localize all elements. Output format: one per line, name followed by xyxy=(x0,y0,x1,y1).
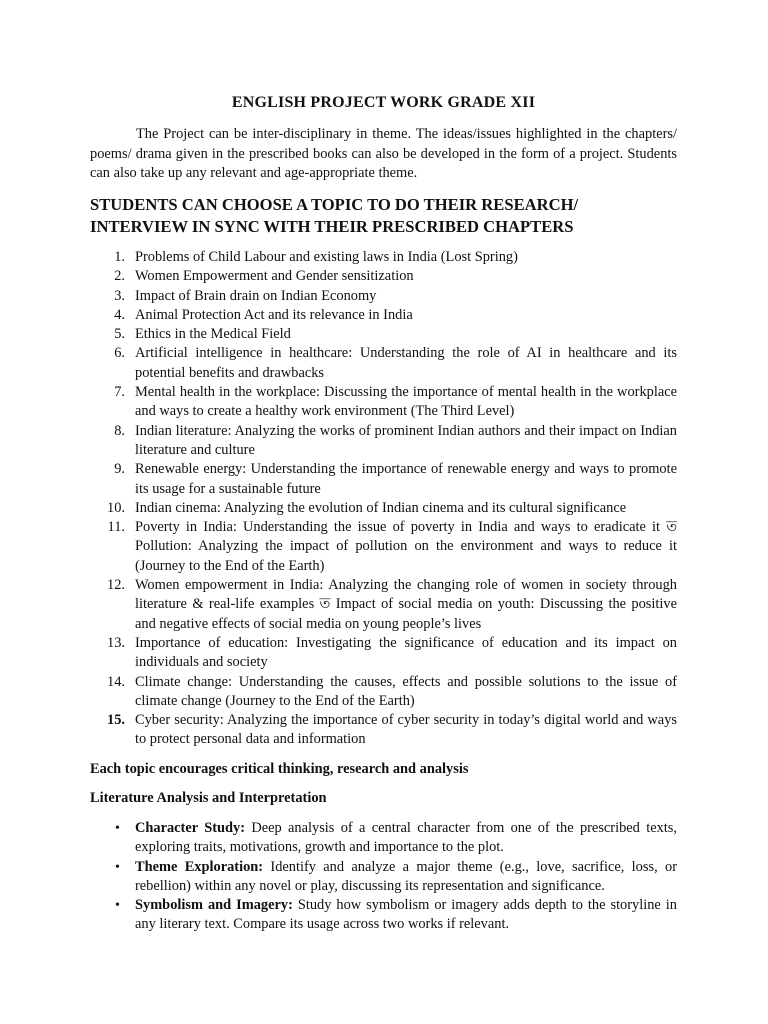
item-number: 4. xyxy=(114,306,125,323)
item-number: 2. xyxy=(114,268,125,285)
bullet-text: Deep analysis of a central character from one of the prescribed texts, exploring traits, motivations, growth and importance to the plot. xyxy=(135,820,677,856)
item-number: 14. xyxy=(107,673,125,690)
list-item xyxy=(90,287,677,306)
bullet-item xyxy=(90,819,677,858)
item-number: 7. xyxy=(114,384,125,401)
subheading: Literature Analysis and Interpretation xyxy=(90,790,327,806)
item-text: Problems of Child Labour and existing laws in India (Lost Spring) xyxy=(135,249,518,265)
item-number: 5. xyxy=(114,326,125,343)
topic-list xyxy=(90,248,677,750)
document-title: ENGLISH PROJECT WORK GRADE XII xyxy=(231,94,536,111)
bullet-icon: • xyxy=(115,859,120,875)
intro-paragraph: The Project can be inter-disciplinary in theme. The ideas/issues highlighted in the chapters/ poems/ drama given in the prescribed books can also be developed in the form of a project. Students can also take up any relevant and age-appropriate theme. xyxy=(90,126,677,181)
item-text: Cyber security: Analyzing the importance of cyber security in today’s digital world and ways to protect personal data and information xyxy=(135,712,677,748)
list-item xyxy=(90,248,677,267)
item-text: Indian cinema: Analyzing the evolution of Indian cinema and its cultural significance xyxy=(135,499,627,516)
item-text: Poverty in India: Understanding the issue of poverty in India and ways to eradicate it ত Pollution: Analyzing the impact of pollution on the environment and ways to reduce it (Journey to the End of the Earth) xyxy=(135,519,677,574)
bullet-label: Symbolism and Imagery: xyxy=(135,897,293,914)
list-item xyxy=(90,325,677,344)
note-text: Each topic encourages critical thinking, research and analysis xyxy=(90,761,469,777)
item-number: 6. xyxy=(114,345,125,362)
item-text: Mental health in the workplace: Discussing the importance of mental health in the workplace and ways to create a healthy work environment (The Third Level) xyxy=(135,384,677,420)
item-text: Indian literature: Analyzing the works of prominent Indian authors and their impact on Indian literature and culture xyxy=(135,422,677,458)
item-number: 9. xyxy=(114,461,125,478)
item-text: Animal Protection Act and its relevance in India xyxy=(135,306,413,323)
bullet-text: Study how symbolism or imagery adds depth to the storyline in any literary text. Compare its usage across two works if relevant. xyxy=(135,897,677,933)
item-text: Women empowerment in India: Analyzing the changing role of women in society through literature & real-life examples ত Impact of social media on youth: Discussing the positive and negative effects of social media on young people’s lives xyxy=(135,577,677,632)
list-item xyxy=(90,344,677,383)
bullet-icon: • xyxy=(115,898,120,914)
item-text: Renewable energy: Understanding the importance of renewable energy and ways to promote its usage for a sustainable future xyxy=(135,461,677,497)
list-item xyxy=(90,518,677,576)
item-number: 1. xyxy=(114,249,125,265)
list-item xyxy=(90,267,677,286)
item-number: 13. xyxy=(107,634,125,651)
item-text: Ethics in the Medical Field xyxy=(135,326,291,343)
list-item xyxy=(90,422,677,461)
bullet-item xyxy=(90,896,677,935)
item-text: Women Empowerment and Gender sensitization xyxy=(135,268,414,285)
item-text: Artificial intelligence in healthcare: Understanding the role of AI in healthcare and its potential benefits and drawbacks xyxy=(135,345,677,381)
list-item xyxy=(90,576,677,634)
list-item xyxy=(90,634,677,673)
item-number: 11. xyxy=(107,519,125,536)
bullet-label: Theme Exploration: xyxy=(135,858,264,875)
list-item xyxy=(90,499,677,518)
item-number: 15. xyxy=(107,712,125,729)
item-text: Impact of Brain drain on Indian Economy xyxy=(135,287,377,304)
bullet-text: Identify and analyze a major theme (e.g., love, sacrifice, loss, or rebellion) within any novel or play, discussing its representation and significance. xyxy=(135,858,677,894)
item-number: 8. xyxy=(114,422,125,439)
item-text: Climate change: Understanding the causes, effects and possible solutions to the issue of climate change (Journey to the End of the Earth) xyxy=(135,673,677,709)
list-item xyxy=(90,673,677,712)
bullet-label: Character Study: xyxy=(135,820,245,836)
bullet-list xyxy=(90,819,677,935)
list-item xyxy=(90,460,677,499)
list-item xyxy=(90,306,677,325)
item-text: Importance of education: Investigating the significance of education and its impact on individuals and society xyxy=(135,634,677,671)
bullet-icon: • xyxy=(115,821,120,836)
item-number: 3. xyxy=(114,287,125,304)
item-number: 12. xyxy=(107,577,125,594)
section-heading: STUDENTS CAN CHOOSE A TOPIC TO DO THEIR RESEARCH/ INTERVIEW IN SYNC WITH THEIR PRESCRIBED CHAPTERS xyxy=(90,195,579,236)
list-item xyxy=(90,383,677,422)
bullet-item xyxy=(90,858,677,897)
item-number: 10. xyxy=(107,499,125,516)
list-item xyxy=(90,711,677,750)
